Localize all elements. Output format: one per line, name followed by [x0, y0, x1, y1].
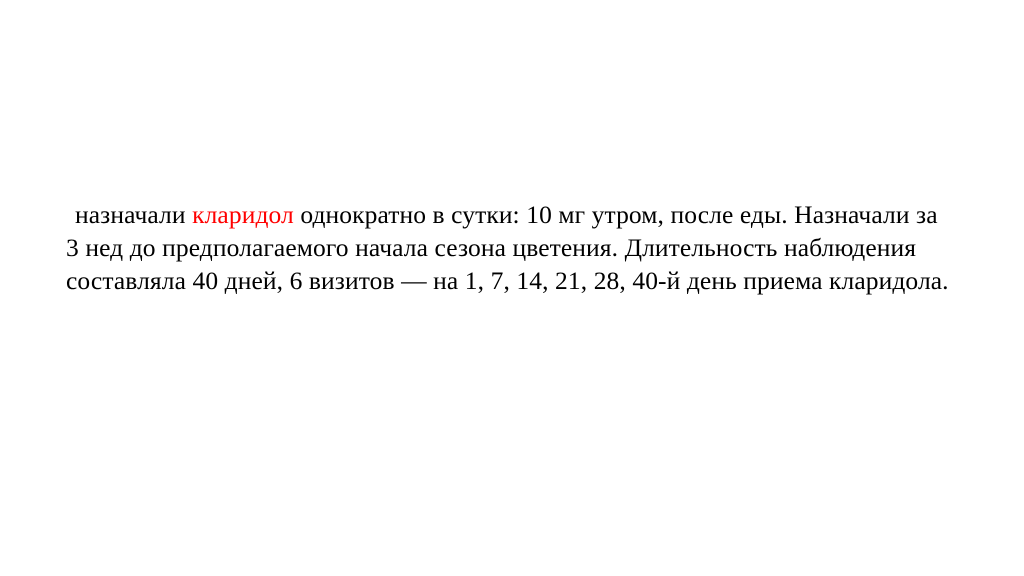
- paragraph-lead-text: назначали: [75, 200, 193, 229]
- paragraph-line: [66, 198, 956, 297]
- paragraph-rest-text: однократно в сутки: 10 мг утром, после еды. Назначали за 3 нед до предполагаемого начала сезона цветения. Длительность наблюдения составляла 40 дней, 6 визитов — на 1, 7, 14, 21, 28, 40-й день приема кларидола.: [66, 200, 949, 295]
- drug-name-highlight: кларидол: [192, 200, 294, 229]
- body-paragraph: [66, 198, 956, 297]
